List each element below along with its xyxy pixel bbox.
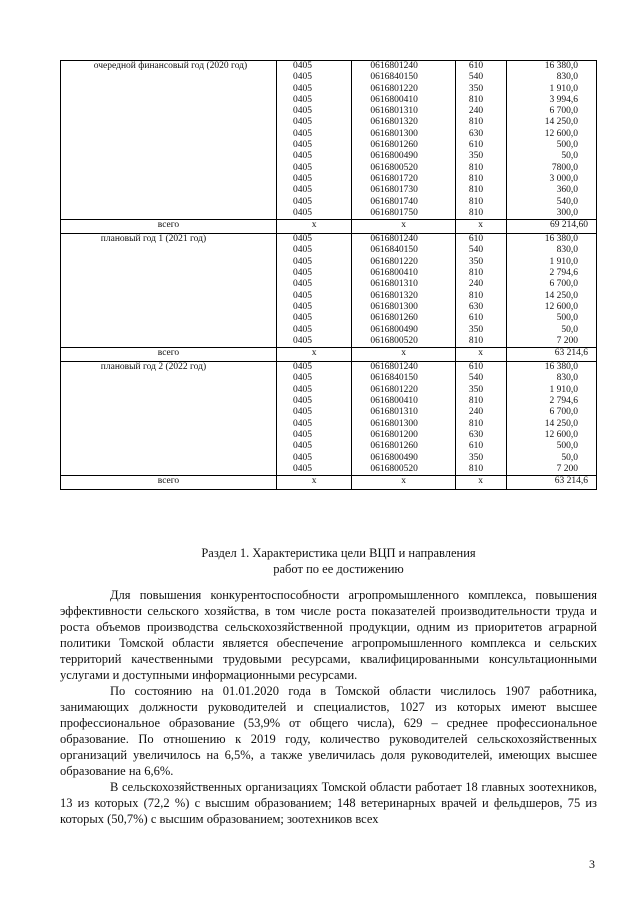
expense-type: 240: [468, 407, 484, 418]
expense-type: 540: [468, 245, 484, 256]
amount-cell: [506, 234, 596, 348]
expense-type: 540: [468, 373, 484, 384]
target-article: 0616801300: [370, 301, 418, 312]
expense-type: 540: [468, 72, 484, 83]
total-cell: [352, 348, 455, 362]
amount: 300,0: [556, 207, 578, 218]
target-article: 0616800520: [370, 463, 418, 474]
expense-type-cell: [455, 362, 506, 476]
section-code: 0405: [292, 418, 312, 429]
target-article: 0616801310: [370, 279, 418, 290]
section-code: 0405: [292, 196, 312, 207]
amount: 1 910,0: [549, 256, 578, 267]
expense-type: 810: [468, 117, 484, 128]
amount: 16 380,0: [544, 61, 578, 71]
section-code: 0405: [292, 207, 312, 218]
total-cell: [276, 476, 351, 490]
total-label: всего: [157, 476, 180, 487]
section-code: 0405: [292, 396, 312, 407]
table-row: [61, 362, 597, 476]
budget-table: [60, 60, 597, 490]
amount: 2 794,6: [549, 268, 578, 279]
expense-type: 350: [468, 256, 484, 267]
target-article-cell: [352, 362, 455, 476]
total-placeholder: x: [478, 476, 484, 487]
target-article: 0616801300: [370, 418, 418, 429]
expense-type: 810: [468, 268, 484, 279]
target-article: 0616800520: [370, 335, 418, 346]
amount: 12 600,0: [544, 128, 578, 139]
section-code: 0405: [292, 384, 312, 395]
total-cell: [276, 220, 351, 234]
section-code: 0405: [292, 290, 312, 301]
expense-type-cell: [455, 234, 506, 348]
total-amount: 63 214,6: [554, 348, 588, 359]
expense-type: 610: [468, 362, 484, 373]
total-cell: [506, 476, 596, 490]
expense-type: 350: [468, 324, 484, 335]
amount: 6 700,0: [549, 279, 578, 290]
section-code: 0405: [292, 373, 312, 384]
amount: 7 200: [556, 335, 578, 346]
section-code: 0405: [292, 234, 312, 245]
total-label: всего: [157, 348, 180, 359]
total-cell: [455, 348, 506, 362]
total-cell: [276, 348, 351, 362]
total-label: всего: [157, 220, 180, 231]
total-cell: [455, 220, 506, 234]
expense-type: 630: [468, 429, 484, 440]
period-label-cell: [61, 234, 277, 348]
expense-type: 610: [468, 441, 484, 452]
target-article: 0616801260: [370, 313, 418, 324]
page-number: 3: [589, 857, 595, 871]
section-code: 0405: [292, 313, 312, 324]
section-code: 0405: [292, 301, 312, 312]
target-article: 0616840150: [370, 373, 418, 384]
period-label: очередной финансовый год (2020 год): [93, 61, 248, 71]
amount-cell: [506, 362, 596, 476]
amount: 14 250,0: [544, 418, 578, 429]
section-code: 0405: [292, 407, 312, 418]
expense-type: 810: [468, 207, 484, 218]
expense-type: 630: [468, 128, 484, 139]
amount: 540,0: [556, 196, 578, 207]
section-heading-line1: Раздел 1. Характеристика цели ВЦП и направления: [201, 546, 476, 560]
expense-type: 810: [468, 94, 484, 105]
section-code-cell: [276, 234, 351, 348]
target-article: 0616800410: [370, 396, 418, 407]
target-article: 0616800520: [370, 162, 418, 173]
amount: 2 794,6: [549, 396, 578, 407]
table-row: [61, 234, 597, 348]
section-code: 0405: [292, 441, 312, 452]
section-code: 0405: [292, 429, 312, 440]
section-code: 0405: [292, 362, 312, 373]
amount: 50,0: [561, 452, 578, 463]
expense-type: 810: [468, 196, 484, 207]
amount: 500,0: [556, 140, 578, 151]
section-code: 0405: [292, 335, 312, 346]
total-amount: 69 214,60: [550, 220, 588, 231]
paragraph: Для повышения конкурентоспособности агропромышленного комплекса, повышения эффективности сельского хозяйства, в том числе роста показателей производительности труда и роста объемов производства сельскохозяйственной продукции, одним из приоритетов аграрной политики Томской области является обеспечение агропромышленного комплекса и сельских территорий качественными трудовыми ресурсами, квалифицированными консультационными услугами и доступными информационными ресурсами.: [60, 588, 597, 682]
section-code: 0405: [292, 173, 312, 184]
total-placeholder: x: [401, 220, 406, 231]
section-code: 0405: [292, 117, 312, 128]
section-code: 0405: [292, 452, 312, 463]
total-placeholder: x: [311, 476, 317, 487]
expense-type: 810: [468, 185, 484, 196]
expense-type-cell: [455, 61, 506, 220]
total-cell: [506, 220, 596, 234]
paragraph: По состоянию на 01.01.2020 года в Томской области числилось 1907 работника, занимающих должности руководителей и специалистов, 1027 из которых имеют высшее профессиональное образование (53,9% от общего числа), 629 – среднее профессиональное образование. По отношению к 2019 году, количество руководителей сельскохозяйственных организаций увеличилось на 6,5%, а также увеличилась доля руководителей, имеющих высшее образование на 6,6%.: [60, 684, 597, 778]
expense-type: 610: [468, 61, 484, 71]
expense-type: 810: [468, 463, 484, 474]
target-article: 0616801300: [370, 128, 418, 139]
total-cell: [455, 476, 506, 490]
section-heading-line2: работ по ее достижению: [273, 562, 404, 576]
total-cell: [506, 348, 596, 362]
total-placeholder: x: [311, 348, 317, 359]
amount: 1 910,0: [549, 384, 578, 395]
target-article: 0616801220: [370, 384, 418, 395]
period-label: плановый год 2 (2022 год): [100, 362, 207, 373]
section-code: 0405: [292, 324, 312, 335]
period-label: плановый год 1 (2021 год): [100, 234, 207, 245]
table-row: [61, 61, 597, 220]
amount: 3 994,6: [549, 94, 578, 105]
expense-type: 350: [468, 151, 484, 162]
amount: 6 700,0: [549, 407, 578, 418]
amount: 1 910,0: [549, 83, 578, 94]
amount-cell: [506, 61, 596, 220]
total-row: [61, 220, 597, 234]
section-code-cell: [276, 362, 351, 476]
target-article: 0616800410: [370, 268, 418, 279]
paragraph: В сельскохозяйственных организациях Томской области работает 18 главных зоотехников, 13 из которых (72,2 %) с высшим образованием; 148 ветеринарных врачей и фельдшеров, 75 из которых (50,7%) с высшим образованием; зоотехников всех: [60, 780, 597, 826]
target-article: 0616801750: [370, 207, 418, 218]
expense-type: 810: [468, 173, 484, 184]
amount: 6 700,0: [549, 106, 578, 117]
expense-type: 810: [468, 162, 484, 173]
total-cell: [352, 220, 455, 234]
expense-type: 240: [468, 279, 484, 290]
target-article: 0616800490: [370, 151, 418, 162]
target-article: 0616801310: [370, 407, 418, 418]
expense-type: 350: [468, 83, 484, 94]
target-article: 0616800410: [370, 94, 418, 105]
section-text: [60, 545, 597, 827]
expense-type: 610: [468, 234, 484, 245]
total-placeholder: x: [401, 476, 406, 487]
total-row: [61, 348, 597, 362]
section-code: 0405: [292, 185, 312, 196]
amount: 50,0: [561, 151, 578, 162]
total-amount: 63 214,6: [554, 476, 588, 487]
period-label-cell: [61, 362, 277, 476]
target-article: 0616801240: [370, 234, 418, 245]
expense-type: 810: [468, 335, 484, 346]
expense-type: 610: [468, 140, 484, 151]
amount: 7 200: [556, 463, 578, 474]
section-code: 0405: [292, 94, 312, 105]
amount: 12 600,0: [544, 429, 578, 440]
target-article: 0616801260: [370, 441, 418, 452]
total-cell: [61, 220, 277, 234]
target-article: 0616801240: [370, 362, 418, 373]
expense-type: 810: [468, 290, 484, 301]
section-code: 0405: [292, 128, 312, 139]
expense-type: 240: [468, 106, 484, 117]
target-article: 0616801740: [370, 196, 418, 207]
target-article: 0616801220: [370, 83, 418, 94]
section-code: 0405: [292, 256, 312, 267]
section-code-cell: [276, 61, 351, 220]
target-article: 0616800490: [370, 324, 418, 335]
amount: 50,0: [561, 324, 578, 335]
total-placeholder: x: [478, 220, 484, 231]
amount: 14 250,0: [544, 290, 578, 301]
total-cell: [61, 476, 277, 490]
total-cell: [61, 348, 277, 362]
section-code: 0405: [292, 72, 312, 83]
section-code: 0405: [292, 162, 312, 173]
amount: 16 380,0: [544, 362, 578, 373]
amount: 830,0: [556, 373, 578, 384]
target-article: 0616801260: [370, 140, 418, 151]
target-article: 0616801730: [370, 185, 418, 196]
amount: 3 000,0: [549, 173, 578, 184]
target-article-cell: [352, 61, 455, 220]
section-code: 0405: [292, 83, 312, 94]
expense-type: 810: [468, 396, 484, 407]
total-placeholder: x: [478, 348, 484, 359]
total-placeholder: x: [401, 348, 406, 359]
section-code: 0405: [292, 106, 312, 117]
section-code: 0405: [292, 279, 312, 290]
amount: 500,0: [556, 313, 578, 324]
target-article: 0616840150: [370, 72, 418, 83]
target-article: 0616801310: [370, 106, 418, 117]
expense-type: 350: [468, 452, 484, 463]
expense-type: 350: [468, 384, 484, 395]
amount: 830,0: [556, 72, 578, 83]
expense-type: 610: [468, 313, 484, 324]
section-code: 0405: [292, 245, 312, 256]
amount: 500,0: [556, 441, 578, 452]
period-label-cell: [61, 61, 277, 220]
target-article: 0616801320: [370, 290, 418, 301]
target-article: 0616801220: [370, 256, 418, 267]
section-code: 0405: [292, 463, 312, 474]
expense-type: 810: [468, 418, 484, 429]
target-article: 0616800490: [370, 452, 418, 463]
target-article: 0616801240: [370, 61, 418, 71]
amount: 14 250,0: [544, 117, 578, 128]
target-article: 0616801720: [370, 173, 418, 184]
amount: 360,0: [556, 185, 578, 196]
section-code: 0405: [292, 151, 312, 162]
amount: 7800,0: [551, 162, 578, 173]
section-code: 0405: [292, 268, 312, 279]
target-article: 0616840150: [370, 245, 418, 256]
total-row: [61, 476, 597, 490]
section-code: 0405: [292, 61, 312, 71]
section-code: 0405: [292, 140, 312, 151]
expense-type: 630: [468, 301, 484, 312]
amount: 830,0: [556, 245, 578, 256]
target-article: 0616801320: [370, 117, 418, 128]
amount: 16 380,0: [544, 234, 578, 245]
target-article-cell: [352, 234, 455, 348]
total-cell: [352, 476, 455, 490]
target-article: 0616801200: [370, 429, 418, 440]
total-placeholder: x: [311, 220, 317, 231]
amount: 12 600,0: [544, 301, 578, 312]
